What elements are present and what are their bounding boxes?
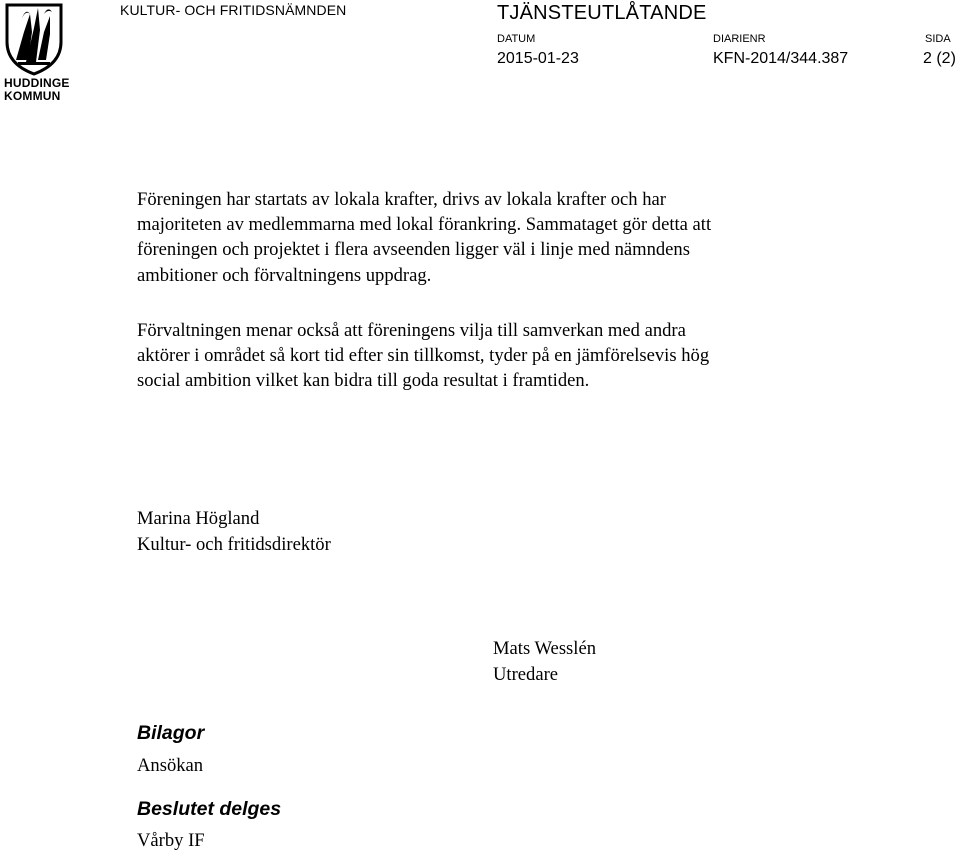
- logo-text-line-1: HUDDINGE: [4, 76, 70, 90]
- document-type: TJÄNSTEUTLÅTANDE: [497, 2, 707, 24]
- signatory-name: Marina Högland: [137, 508, 260, 529]
- distribution-item: Vårby IF: [137, 830, 205, 851]
- attachments-heading: Bilagor: [137, 722, 205, 744]
- date-label: DATUM: [497, 33, 536, 45]
- paragraph-line: Föreningen har startats av lokala krafter, drivs av lokala krafter och har: [137, 189, 666, 210]
- paragraph-line: ambitioner och förvaltningens uppdrag.: [137, 264, 432, 286]
- reference-value: KFN-2014/344.387: [713, 50, 849, 67]
- paragraph-line: Förvaltningen menar också att föreningens vilja till samverkan med andra: [137, 320, 686, 341]
- paragraph-line: föreningen och projektet i flera avseenden ligger väl i linje med nämndens: [137, 239, 690, 261]
- page-number: 2 (2): [923, 50, 956, 67]
- paragraph-line: social ambition vilket kan bidra till goda resultat i framtiden.: [137, 370, 590, 392]
- logo-wordmark: [4, 77, 70, 103]
- paragraph-1: [137, 187, 877, 288]
- paragraph-line: majoriteten av medlemmarna med lokal förankring. Sammataget gör detta att: [137, 214, 712, 236]
- reference-label: DIARIENR: [713, 33, 766, 45]
- paragraph-2: [137, 318, 877, 394]
- page-label: SIDA: [925, 33, 951, 45]
- signatory-title: Kultur- och fritidsdirektör: [137, 534, 331, 555]
- logo-text-line-2: KOMMUN: [4, 89, 61, 103]
- huddinge-logo: [4, 2, 70, 104]
- attachment-item: Ansökan: [137, 755, 204, 776]
- coat-of-arms-icon: [4, 2, 64, 76]
- secondary-signatory-title: Utredare: [493, 664, 559, 685]
- date-value: 2015-01-23: [497, 50, 579, 67]
- paragraph-line: aktörer i området så kort tid efter sin tillkomst, tyder på en jämförelsevis hög: [137, 345, 710, 367]
- secondary-signatory-name: Mats Wesslén: [493, 638, 597, 659]
- distribution-heading: Beslutet delges: [137, 798, 282, 820]
- organization-name: KULTUR- OCH FRITIDSNÄMNDEN: [120, 2, 347, 18]
